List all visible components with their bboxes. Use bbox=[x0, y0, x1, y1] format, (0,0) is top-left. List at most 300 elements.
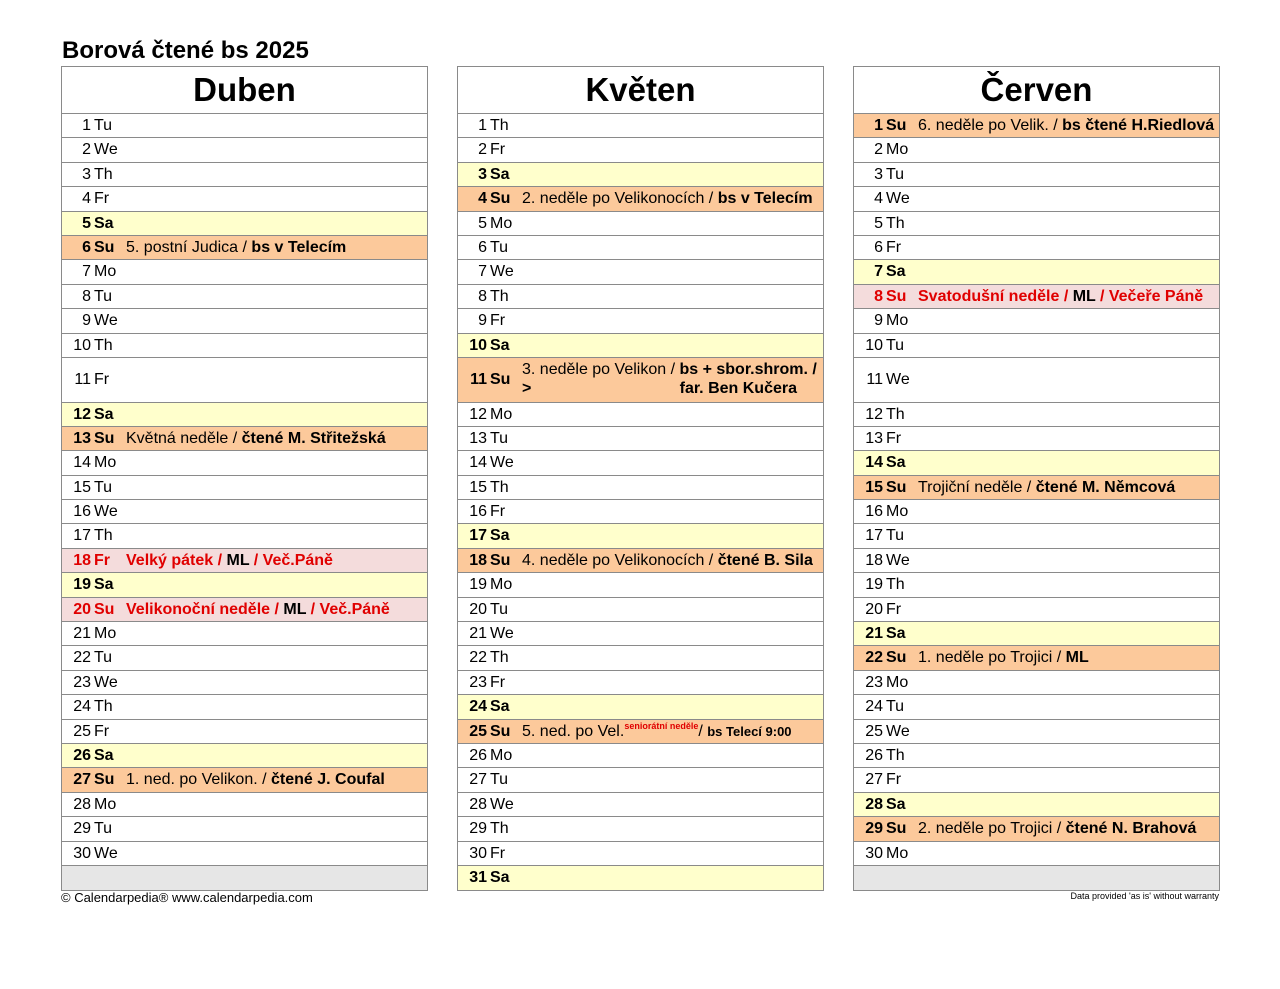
event-separator: / bbox=[704, 190, 718, 208]
day-row bbox=[458, 427, 823, 451]
day-row bbox=[62, 236, 427, 260]
event-supper: / Več.Páně bbox=[306, 600, 390, 618]
day-number: 2 bbox=[874, 141, 883, 159]
weekday: Sa bbox=[886, 625, 906, 643]
day-list bbox=[854, 114, 1219, 890]
weekday: Th bbox=[94, 336, 113, 354]
day-row bbox=[458, 866, 823, 890]
event-title: 2. neděle po Velikonocích bbox=[522, 190, 705, 208]
day-number: 14 bbox=[73, 454, 91, 472]
weekday: Su bbox=[490, 722, 511, 740]
day-number: 18 bbox=[469, 551, 487, 569]
day-number: 7 bbox=[874, 263, 883, 281]
day-number: 1 bbox=[874, 117, 883, 134]
day-row bbox=[854, 260, 1219, 284]
day-row bbox=[62, 451, 427, 475]
day-list bbox=[458, 114, 823, 890]
day-row bbox=[62, 549, 427, 573]
event-note bbox=[126, 427, 386, 450]
day-number: 20 bbox=[73, 600, 91, 618]
event-ml: ML bbox=[278, 600, 307, 618]
weekday: Tu bbox=[94, 287, 113, 305]
month-title: Červen bbox=[854, 67, 1219, 114]
day-number: 8 bbox=[82, 287, 91, 305]
day-row bbox=[854, 163, 1219, 187]
day-number: 2 bbox=[478, 141, 487, 159]
day-number: 25 bbox=[73, 722, 91, 740]
day-row bbox=[458, 622, 823, 646]
day-row bbox=[62, 646, 427, 670]
day-number: 31 bbox=[469, 868, 487, 886]
event-detail: čtené J. Coufal bbox=[271, 771, 385, 789]
day-number: 1 bbox=[82, 117, 91, 134]
day-number: 10 bbox=[865, 336, 883, 354]
day-number: 24 bbox=[73, 698, 91, 716]
month-title: Květen bbox=[458, 67, 823, 114]
day-row bbox=[62, 260, 427, 284]
day-row bbox=[458, 358, 823, 403]
day-number: 10 bbox=[73, 336, 91, 354]
event-note bbox=[522, 720, 792, 744]
weekday: Fr bbox=[886, 429, 902, 447]
day-number: 3 bbox=[874, 165, 883, 183]
day-row bbox=[458, 524, 823, 548]
day-number: 3 bbox=[82, 165, 91, 183]
weekday: Su bbox=[886, 649, 907, 667]
weekday: Mo bbox=[886, 673, 909, 691]
weekday: Su bbox=[886, 287, 907, 305]
weekday: We bbox=[490, 454, 514, 472]
weekday: Tu bbox=[490, 238, 509, 256]
day-number: 18 bbox=[865, 551, 883, 569]
day-number: 27 bbox=[73, 771, 91, 789]
day-number: 7 bbox=[82, 263, 91, 281]
event-title: 5. ned. po Vel. bbox=[522, 722, 625, 740]
day-number: 11 bbox=[470, 370, 487, 388]
day-number: 9 bbox=[82, 312, 91, 330]
day-row bbox=[458, 842, 823, 866]
weekday: Tu bbox=[490, 429, 509, 447]
day-row bbox=[62, 695, 427, 719]
weekday: Th bbox=[94, 698, 113, 716]
event-supper: / Večeře Páně bbox=[1095, 287, 1204, 305]
day-number: 30 bbox=[865, 844, 883, 862]
day-number: 5 bbox=[478, 214, 487, 232]
event-line bbox=[522, 360, 819, 379]
day-row bbox=[854, 236, 1219, 260]
day-row bbox=[854, 817, 1219, 841]
day-row bbox=[62, 427, 427, 451]
day-row bbox=[854, 524, 1219, 548]
day-number: 6 bbox=[82, 238, 91, 256]
day-number: 21 bbox=[865, 625, 883, 643]
event-note bbox=[126, 549, 333, 572]
day-number: 16 bbox=[469, 503, 487, 521]
event-pastor: far. Ben Kučera bbox=[679, 379, 797, 397]
weekday: Fr bbox=[94, 722, 110, 740]
weekday: Tu bbox=[886, 698, 905, 716]
day-row bbox=[854, 573, 1219, 597]
event-detail: bs v Telecím bbox=[717, 190, 813, 208]
weekday: Sa bbox=[94, 405, 114, 423]
day-row bbox=[458, 451, 823, 475]
day-number: 9 bbox=[478, 312, 487, 330]
day-row bbox=[458, 334, 823, 358]
day-number: 19 bbox=[865, 576, 883, 594]
day-row bbox=[62, 334, 427, 358]
day-number: 6 bbox=[478, 238, 487, 256]
weekday: Sa bbox=[886, 263, 906, 281]
day-row bbox=[458, 695, 823, 719]
weekday: Tu bbox=[94, 649, 113, 667]
month-april bbox=[61, 66, 428, 891]
event-detail: čtené N. Brahová bbox=[1065, 820, 1197, 838]
day-number: 19 bbox=[73, 576, 91, 594]
day-row bbox=[62, 212, 427, 236]
day-row bbox=[854, 598, 1219, 622]
day-number: 16 bbox=[73, 503, 91, 521]
event-title: 5. postní Judica bbox=[126, 238, 239, 256]
weekday: Mo bbox=[490, 746, 513, 764]
weekday: Th bbox=[886, 746, 905, 764]
day-row bbox=[854, 744, 1219, 768]
weekday: Su bbox=[886, 820, 907, 838]
day-number: 9 bbox=[874, 312, 883, 330]
day-number: 17 bbox=[73, 527, 91, 545]
day-row bbox=[854, 646, 1219, 670]
day-row bbox=[62, 163, 427, 187]
weekday: Fr bbox=[94, 370, 110, 388]
weekday: Mo bbox=[886, 141, 909, 159]
weekday: Fr bbox=[94, 190, 110, 208]
day-row bbox=[62, 720, 427, 744]
event-note bbox=[522, 549, 813, 572]
day-number: 5 bbox=[874, 214, 883, 232]
weekday: Mo bbox=[94, 625, 117, 643]
event-title: Svatodušní neděle / bbox=[918, 287, 1069, 305]
day-number: 19 bbox=[469, 576, 487, 594]
day-number: 5 bbox=[82, 214, 91, 232]
day-row bbox=[854, 187, 1219, 211]
weekday: We bbox=[490, 263, 514, 281]
event-note bbox=[126, 598, 390, 621]
day-number: 20 bbox=[469, 600, 487, 618]
day-number: 15 bbox=[469, 478, 487, 496]
event-separator: / bbox=[1048, 117, 1063, 134]
day-number: 23 bbox=[865, 673, 883, 691]
weekday: Fr bbox=[886, 600, 902, 618]
event-note bbox=[126, 768, 385, 791]
day-row bbox=[854, 695, 1219, 719]
weekday: Sa bbox=[490, 698, 510, 716]
event-note bbox=[918, 114, 1214, 137]
event-separator: / bbox=[1052, 649, 1066, 667]
event-note bbox=[522, 360, 819, 398]
day-number: 30 bbox=[73, 844, 91, 862]
day-row bbox=[62, 403, 427, 427]
day-number: 16 bbox=[865, 503, 883, 521]
day-row bbox=[458, 285, 823, 309]
event-note bbox=[918, 646, 1089, 669]
page-title: Borová čtené bs 2025 bbox=[62, 37, 309, 64]
event-title: 1. ned. po Velikon. bbox=[126, 771, 258, 789]
day-number: 21 bbox=[73, 625, 91, 643]
day-row bbox=[458, 309, 823, 333]
weekday: Su bbox=[490, 190, 511, 208]
event-separator: / bbox=[238, 238, 252, 256]
weekday: Mo bbox=[94, 795, 117, 813]
day-row bbox=[854, 671, 1219, 695]
event-title: 3. neděle po Velikon bbox=[522, 360, 667, 378]
day-number: 29 bbox=[469, 820, 487, 838]
event-detail: bs v Telecím bbox=[251, 238, 347, 256]
weekday: Th bbox=[490, 478, 509, 496]
day-row bbox=[62, 768, 427, 792]
day-row bbox=[62, 842, 427, 866]
weekday: Sa bbox=[94, 576, 114, 594]
event-title: 2. neděle po Trojici bbox=[918, 820, 1053, 838]
day-row bbox=[458, 573, 823, 597]
day-row bbox=[62, 622, 427, 646]
weekday: Th bbox=[490, 820, 509, 838]
day-row bbox=[62, 114, 427, 138]
event-superscript: seniorátní neděle bbox=[624, 720, 699, 731]
event-note bbox=[126, 236, 346, 259]
event-separator: / bbox=[1052, 820, 1066, 838]
day-row bbox=[62, 309, 427, 333]
month-june bbox=[853, 66, 1220, 891]
day-number: 27 bbox=[469, 771, 487, 789]
event-arrow: > bbox=[522, 379, 532, 397]
event-title: Velikonoční neděle / bbox=[126, 600, 279, 618]
day-number: 29 bbox=[73, 820, 91, 838]
day-number: 25 bbox=[469, 722, 487, 740]
day-number: 22 bbox=[469, 649, 487, 667]
weekday: Tu bbox=[490, 600, 509, 618]
weekday: Mo bbox=[886, 503, 909, 521]
weekday: We bbox=[94, 141, 118, 159]
day-number: 22 bbox=[73, 649, 91, 667]
weekday: We bbox=[886, 370, 910, 388]
weekday: We bbox=[490, 795, 514, 813]
day-row bbox=[854, 114, 1219, 138]
event-title: 6. neděle po Velik. bbox=[918, 117, 1049, 134]
day-number: 13 bbox=[865, 429, 883, 447]
event-ml: ML bbox=[222, 551, 250, 569]
day-number: 11 bbox=[74, 370, 91, 388]
weekday: Su bbox=[490, 551, 511, 569]
event-separator: / bbox=[228, 429, 242, 447]
weekday: Mo bbox=[490, 214, 513, 232]
day-row bbox=[62, 500, 427, 524]
day-row bbox=[458, 671, 823, 695]
day-row bbox=[458, 720, 823, 744]
day-row bbox=[854, 500, 1219, 524]
weekday: We bbox=[886, 551, 910, 569]
day-number: 14 bbox=[865, 454, 883, 472]
day-number: 15 bbox=[73, 478, 91, 496]
weekday: Su bbox=[490, 370, 511, 388]
warranty-footer: Data provided 'as is' without warranty bbox=[1070, 891, 1219, 901]
weekday: Sa bbox=[490, 336, 510, 354]
day-row bbox=[62, 793, 427, 817]
day-row bbox=[854, 358, 1219, 403]
weekday: Sa bbox=[94, 214, 114, 232]
weekday: Th bbox=[490, 117, 509, 134]
weekday: Sa bbox=[886, 795, 906, 813]
day-row bbox=[854, 622, 1219, 646]
day-number: 2 bbox=[82, 141, 91, 159]
weekday: Tu bbox=[94, 820, 113, 838]
day-row bbox=[458, 549, 823, 573]
event-separator: / bbox=[666, 360, 680, 378]
day-number: 4 bbox=[874, 190, 883, 208]
event-note bbox=[918, 285, 1203, 308]
day-row bbox=[62, 573, 427, 597]
day-row bbox=[62, 866, 427, 890]
weekday: We bbox=[94, 312, 118, 330]
weekday: We bbox=[94, 844, 118, 862]
event-separator: / bbox=[698, 722, 708, 740]
weekday: Sa bbox=[886, 454, 906, 472]
event-note bbox=[522, 187, 813, 210]
weekday: Fr bbox=[490, 503, 506, 521]
day-number: 28 bbox=[469, 795, 487, 813]
day-row bbox=[854, 768, 1219, 792]
day-row bbox=[458, 187, 823, 211]
day-number: 15 bbox=[865, 478, 883, 496]
weekday: We bbox=[94, 503, 118, 521]
event-note bbox=[918, 476, 1175, 499]
weekday: Fr bbox=[490, 312, 506, 330]
event-ml: ML bbox=[1068, 287, 1096, 305]
day-row bbox=[62, 285, 427, 309]
month-may bbox=[457, 66, 824, 891]
day-number: 18 bbox=[73, 551, 91, 569]
day-number: 23 bbox=[469, 673, 487, 691]
day-row bbox=[62, 476, 427, 500]
day-number: 23 bbox=[73, 673, 91, 691]
day-row bbox=[458, 476, 823, 500]
weekday: We bbox=[886, 722, 910, 740]
day-number: 24 bbox=[469, 698, 487, 716]
weekday: Su bbox=[94, 429, 115, 447]
day-number: 24 bbox=[865, 698, 883, 716]
event-note bbox=[918, 817, 1196, 840]
event-detail: čtené M. Němcová bbox=[1035, 478, 1176, 496]
day-row bbox=[854, 476, 1219, 500]
weekday: Su bbox=[94, 238, 115, 256]
day-number: 26 bbox=[865, 746, 883, 764]
weekday: Mo bbox=[886, 312, 909, 330]
day-row bbox=[458, 403, 823, 427]
weekday: Tu bbox=[886, 527, 905, 545]
day-row bbox=[854, 212, 1219, 236]
day-number: 28 bbox=[73, 795, 91, 813]
day-list bbox=[62, 114, 427, 890]
day-row bbox=[854, 309, 1219, 333]
day-number: 28 bbox=[865, 795, 883, 813]
day-row bbox=[854, 451, 1219, 475]
weekday: Mo bbox=[490, 576, 513, 594]
weekday: Sa bbox=[490, 165, 510, 183]
day-number: 13 bbox=[73, 429, 91, 447]
weekday: Th bbox=[886, 576, 905, 594]
day-number: 20 bbox=[865, 600, 883, 618]
day-row bbox=[854, 334, 1219, 358]
day-number: 7 bbox=[478, 263, 487, 281]
event-title: Velký pátek / bbox=[126, 551, 223, 569]
day-number: 26 bbox=[73, 746, 91, 764]
weekday: Sa bbox=[94, 746, 114, 764]
weekday: Tu bbox=[490, 771, 509, 789]
event-detail: čtené M. Střitežská bbox=[241, 429, 386, 447]
day-row bbox=[458, 114, 823, 138]
day-number: 6 bbox=[874, 238, 883, 256]
weekday: Su bbox=[886, 117, 907, 134]
weekday: Tu bbox=[94, 478, 113, 496]
day-number: 29 bbox=[865, 820, 883, 838]
day-number: 17 bbox=[469, 527, 487, 545]
day-row bbox=[854, 285, 1219, 309]
weekday: Sa bbox=[490, 868, 510, 886]
day-row bbox=[458, 768, 823, 792]
day-row bbox=[62, 744, 427, 768]
copyright-footer: © Calendarpedia® www.calendarpedia.com bbox=[61, 890, 313, 905]
weekday: Th bbox=[94, 527, 113, 545]
weekday: Fr bbox=[94, 551, 110, 569]
day-row bbox=[62, 358, 427, 403]
event-title: 1. neděle po Trojici bbox=[918, 649, 1053, 667]
weekday: Fr bbox=[490, 844, 506, 862]
day-row bbox=[854, 427, 1219, 451]
weekday: Fr bbox=[886, 238, 902, 256]
day-number: 25 bbox=[865, 722, 883, 740]
day-row bbox=[854, 403, 1219, 427]
event-supper: / Več.Páně bbox=[249, 551, 333, 569]
weekday: Fr bbox=[490, 673, 506, 691]
day-row bbox=[458, 138, 823, 162]
weekday: Su bbox=[94, 771, 115, 789]
weekday: Mo bbox=[94, 263, 117, 281]
day-row bbox=[854, 866, 1219, 890]
weekday: Th bbox=[94, 165, 113, 183]
event-detail: ML bbox=[1065, 649, 1089, 667]
weekday: Tu bbox=[886, 165, 905, 183]
day-number: 17 bbox=[865, 527, 883, 545]
event-separator: / bbox=[257, 771, 271, 789]
weekday: Th bbox=[490, 287, 509, 305]
day-row bbox=[62, 598, 427, 622]
weekday: We bbox=[886, 190, 910, 208]
weekday: Tu bbox=[886, 336, 905, 354]
weekday: Tu bbox=[94, 117, 113, 134]
weekday: We bbox=[490, 625, 514, 643]
day-number: 13 bbox=[469, 429, 487, 447]
day-row bbox=[458, 744, 823, 768]
event-title: Trojiční neděle bbox=[918, 478, 1023, 496]
day-number: 30 bbox=[469, 844, 487, 862]
day-row bbox=[62, 524, 427, 548]
day-row bbox=[62, 817, 427, 841]
day-number: 14 bbox=[469, 454, 487, 472]
event-detail: bs Telecí 9:00 bbox=[707, 723, 792, 739]
day-row bbox=[458, 212, 823, 236]
day-row bbox=[854, 793, 1219, 817]
day-number: 8 bbox=[478, 287, 487, 305]
weekday: Fr bbox=[886, 771, 902, 789]
weekday: Mo bbox=[94, 454, 117, 472]
